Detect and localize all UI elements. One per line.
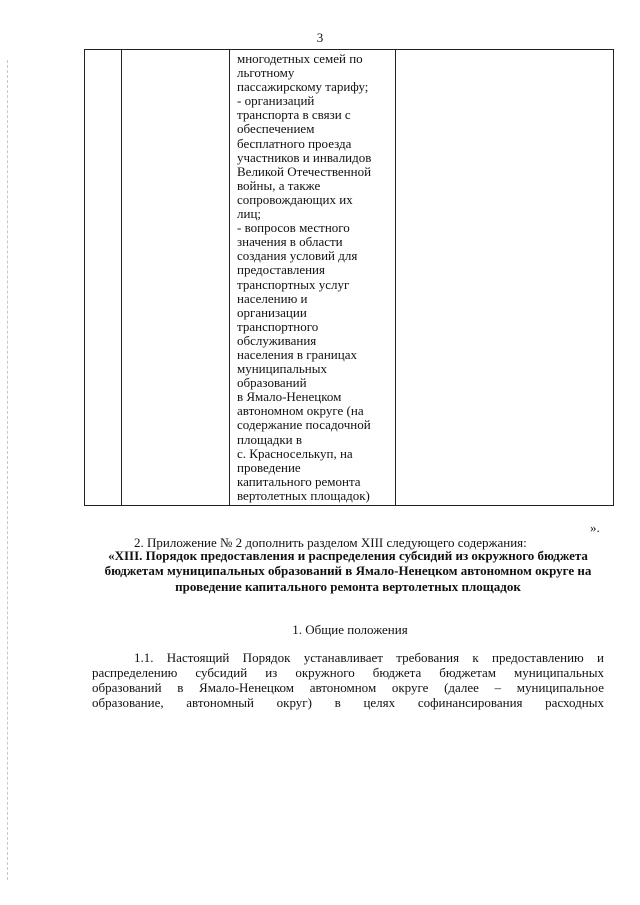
body-line-text: распределению субсидий из окружного бюджета бюджетам муниципальных	[92, 665, 604, 680]
body-line-4	[92, 695, 604, 711]
continuation-table	[84, 49, 614, 506]
table-cell-number	[85, 50, 122, 506]
table-cell-amount	[396, 50, 614, 506]
closing-quote: ».	[590, 520, 600, 535]
table-row	[85, 50, 614, 506]
scan-edge-line	[7, 60, 8, 880]
page-number: 3	[316, 30, 324, 45]
table-cell-purpose-text: многодетных семей по льготному пассажирскому тарифу; - организаций транспорта в связи с обеспечением бесплатного проезда участников и инвалидов Великой Отечественной войны, а также сопровождающих их лиц; - вопросов местного значения в области создания условий для предоставления транспортных услуг населению и организации транспортного обслуживания населения в границах муниципальных образований в Ямало-Ненецком автономном округе (на содержание посадочной площадки в с. Красноселькуп, на проведение капитального ремонта вертолетных площадок)	[237, 51, 372, 503]
body-line-text: 1.1. Настоящий Порядок устанавливает требования к предоставлению и	[134, 650, 604, 665]
table-cell-name	[122, 50, 230, 506]
paragraph-2: 2. Приложение № 2 дополнить разделом XIII следующего содержания:	[134, 535, 527, 550]
table-cell-purpose	[230, 50, 396, 506]
body-line-text: образований в Ямало-Ненецком автономном округе (далее – муниципальное	[92, 680, 604, 695]
body-line-3	[92, 680, 604, 696]
body-line-1	[134, 650, 604, 666]
body-line-text: образование, автономный округ) в целях софинансирования расходных	[92, 695, 604, 710]
section-title: «XIII. Порядок предоставления и распределения субсидий из окружного бюджета бюджетам муниципальных образований в Ямало-Ненецком автономном округе на проведение капитального ремонта вертолетных площадок	[104, 548, 592, 594]
subheading-general-provisions: 1. Общие положения	[292, 622, 408, 637]
body-line-2	[92, 665, 604, 681]
